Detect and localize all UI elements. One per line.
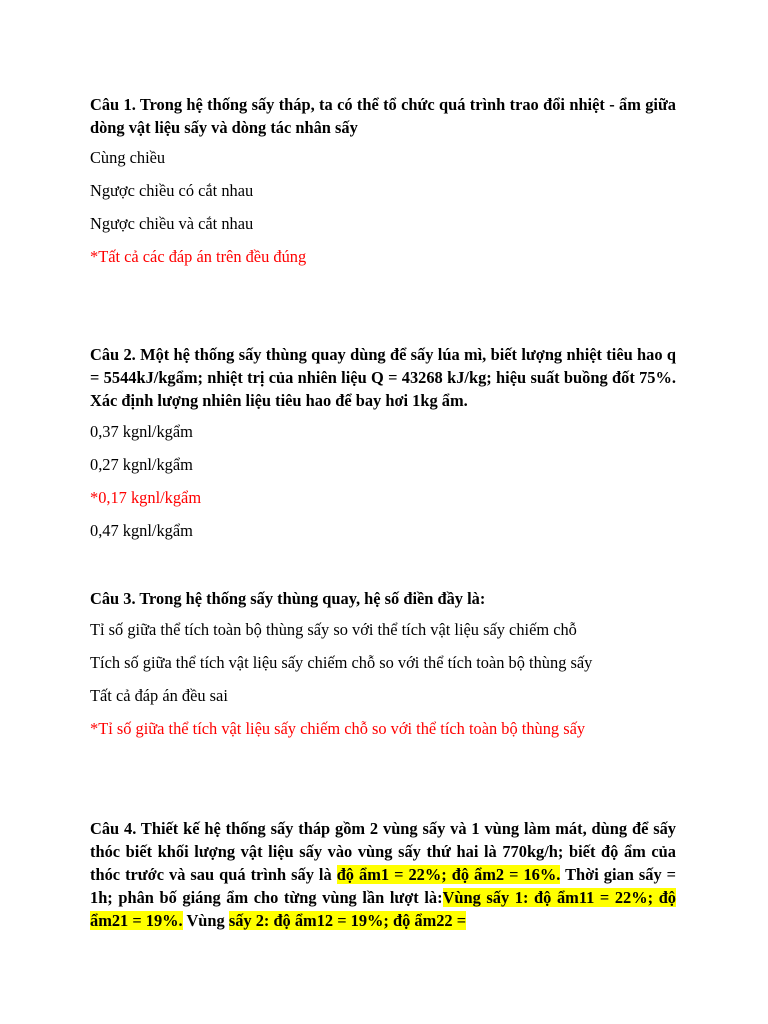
question-3-option-a: Tỉ số giữa thể tích toàn bộ thùng sấy so với thể tích vật liệu sấy chiếm chỗ (90, 620, 577, 639)
question-1-title: Câu 1. Trong hệ thống sấy tháp, ta có thể tổ chức quá trình trao đổi nhiệt - ẩm giữa dòng vật liệu sấy và dòng tác nhân sấy (90, 95, 676, 137)
question-3-option-c: Tất cả đáp án đều sai (90, 686, 228, 705)
question-2-option-d: 0,47 kgnl/kgẩm (90, 521, 193, 540)
question-3-option-d-correct: *Tỉ số giữa thể tích vật liệu sấy chiếm chỗ so với thể tích toàn bộ thùng sấy (90, 719, 586, 738)
question-2-title: Câu 2. Một hệ thống sấy thùng quay dùng để sấy lúa mì, biết lượng nhiệt tiêu hao q = 5544kJ/kgẩm; nhiệt trị của nhiên liệu Q = 43268 kJ/kg; hiệu suất buồng đốt 75%. Xác định lượng nhiên liệu tiêu hao để bay hơi 1kg ẩm. (90, 345, 676, 410)
question-3-title: Câu 3. Trong hệ thống sấy thùng quay, hệ số điền đầy là: (90, 589, 486, 608)
question-2-option-c-correct: *0,17 kgnl/kgẩm (90, 488, 202, 507)
question-4-highlight-1: độ ẩm1 = 22%; độ ẩm2 = 16%. (336, 865, 561, 884)
question-1-option-c: Ngược chiều và cắt nhau (90, 214, 254, 233)
question-1-option-a: Cùng chiều (90, 148, 166, 167)
question-4-text-1: Câu 4. Thiết kế hệ thống sấy tháp gồm 2 vùng sấy và 1 vùng làm mát, dùng để sấy thóc biết khối lượng vật liệu sấy vào vùng sấy thứ hai là 770kg/h; biết độ ẩm của thóc trước và sau quá trình sấy là (90, 819, 676, 884)
question-4-highlight-2: Vùng sấy 1: độ ẩm11 = 22%; độ ẩm21 = 19%. (90, 888, 677, 930)
question-3-option-b: Tích số giữa thể tích vật liệu sấy chiếm chỗ so với thể tích toàn bộ thùng sấy (90, 653, 593, 672)
question-2-option-a: 0,37 kgnl/kgẩm (90, 422, 193, 441)
question-4-text-2: Thời gian sấy = 1h; phân bố giáng ẩm cho từng vùng lần lượt là: (90, 865, 676, 907)
question-4-text-3: Vùng (182, 911, 229, 930)
question-4-highlight-3: sấy 2: độ ẩm12 = 19%; độ ẩm22 = (228, 911, 467, 930)
question-4-title (90, 817, 676, 932)
question-1-option-b: Ngược chiều có cắt nhau (90, 181, 254, 200)
question-2-option-b: 0,27 kgnl/kgẩm (90, 455, 193, 474)
question-1-option-d-correct: *Tất cả các đáp án trên đều đúng (90, 247, 307, 266)
